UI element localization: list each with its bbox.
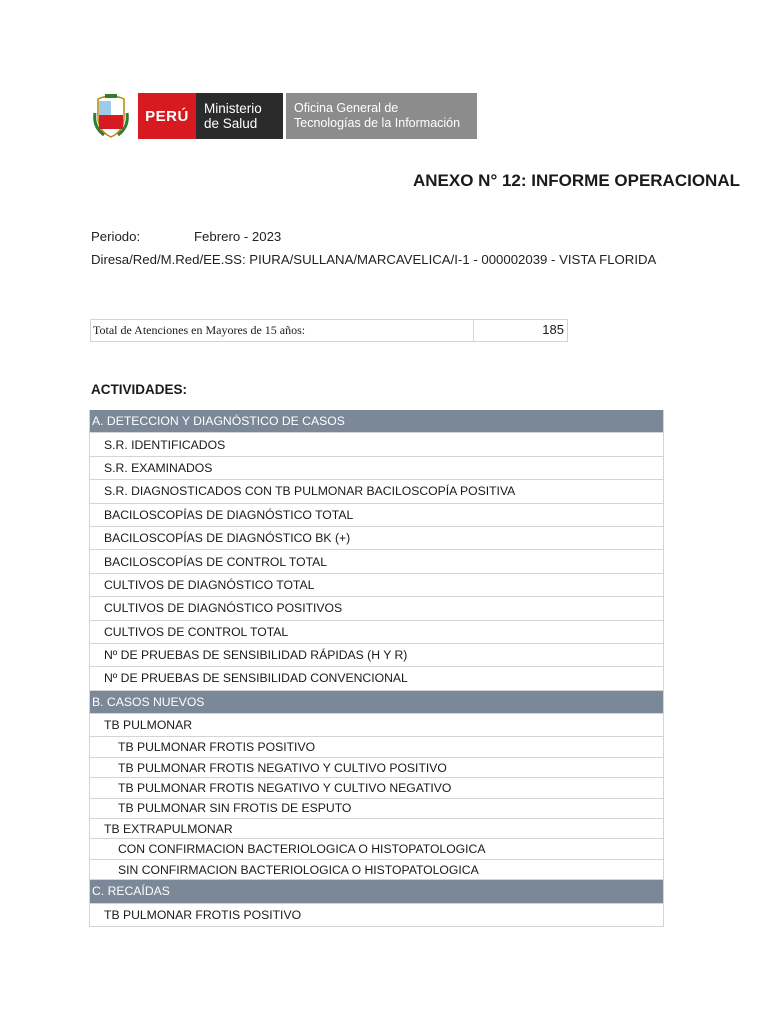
page-title: ANEXO N° 12: INFORME OPERACIONAL bbox=[413, 171, 740, 190]
table-row: BACILOSCOPÍAS DE DIAGNÓSTICO TOTAL bbox=[90, 504, 663, 527]
periodo-label: Periodo: bbox=[91, 229, 141, 244]
table-row: TB PULMONAR FROTIS POSITIVO bbox=[90, 904, 663, 927]
table-row: CULTIVOS DE CONTROL TOTAL bbox=[90, 621, 663, 644]
section-c-header: C. RECAÍDAS bbox=[90, 880, 663, 903]
actividades-table bbox=[89, 410, 664, 927]
table-row: BACILOSCOPÍAS DE CONTROL TOTAL bbox=[90, 550, 663, 573]
ministerio-line2: de Salud bbox=[204, 116, 258, 131]
oficina-line2: Tecnologías de la Información bbox=[294, 116, 461, 130]
coat-of-arms-icon bbox=[92, 93, 130, 139]
oficina-line1: Oficina General de bbox=[294, 101, 399, 115]
table-row: TB PULMONAR FROTIS NEGATIVO Y CULTIVO NEGATIVO bbox=[90, 778, 663, 798]
ministerio-line1: Ministerio bbox=[204, 101, 262, 116]
table-row: TB EXTRAPULMONAR bbox=[90, 819, 663, 839]
total-atenciones-table bbox=[90, 319, 568, 342]
section-b-header: B. CASOS NUEVOS bbox=[90, 691, 663, 714]
table-row: BACILOSCOPÍAS DE DIAGNÓSTICO BK (+) bbox=[90, 527, 663, 550]
periodo-value: Febrero - 2023 bbox=[194, 229, 282, 244]
table-row: S.R. EXAMINADOS bbox=[90, 457, 663, 480]
table-row: CULTIVOS DE DIAGNÓSTICO TOTAL bbox=[90, 574, 663, 597]
table-row: TB PULMONAR FROTIS NEGATIVO Y CULTIVO POSITIVO bbox=[90, 758, 663, 778]
actividades-heading: ACTIVIDADES: bbox=[91, 382, 188, 397]
peru-logo: PERÚ bbox=[138, 93, 196, 139]
table-row: S.R. IDENTIFICADOS bbox=[90, 433, 663, 456]
table-row: TB PULMONAR FROTIS POSITIVO bbox=[90, 737, 663, 757]
section-a-header: A. DETECCION Y DIAGNÓSTICO DE CASOS bbox=[90, 410, 663, 433]
table-row: SIN CONFIRMACION BACTERIOLOGICA O HISTOPATOLOGICA bbox=[90, 860, 663, 880]
table-row: Nº DE PRUEBAS DE SENSIBILIDAD CONVENCIONAL bbox=[90, 667, 663, 690]
table-row: Nº DE PRUEBAS DE SENSIBILIDAD RÁPIDAS (H Y R) bbox=[90, 644, 663, 667]
diresa-line: Diresa/Red/M.Red/EE.SS: PIURA/SULLANA/MARCAVELICA/I-1 - 000002039 - VISTA FLORIDA bbox=[91, 252, 657, 267]
table-row: CON CONFIRMACION BACTERIOLOGICA O HISTOPATOLOGICA bbox=[90, 839, 663, 859]
table-row: TB PULMONAR bbox=[90, 714, 663, 737]
table-row: S.R. DIAGNOSTICADOS CON TB PULMONAR BACILOSCOPÍA POSITIVA bbox=[90, 480, 663, 503]
header-logos bbox=[92, 92, 477, 140]
ministerio-logo bbox=[196, 93, 286, 139]
total-atenciones-value: 185 bbox=[542, 322, 564, 337]
table-row: CULTIVOS DE DIAGNÓSTICO POSITIVOS bbox=[90, 597, 663, 620]
total-atenciones-label: Total de Atenciones en Mayores de 15 años: bbox=[91, 320, 474, 341]
oficina-logo bbox=[286, 93, 477, 139]
table-row: TB PULMONAR SIN FROTIS DE ESPUTO bbox=[90, 799, 663, 819]
